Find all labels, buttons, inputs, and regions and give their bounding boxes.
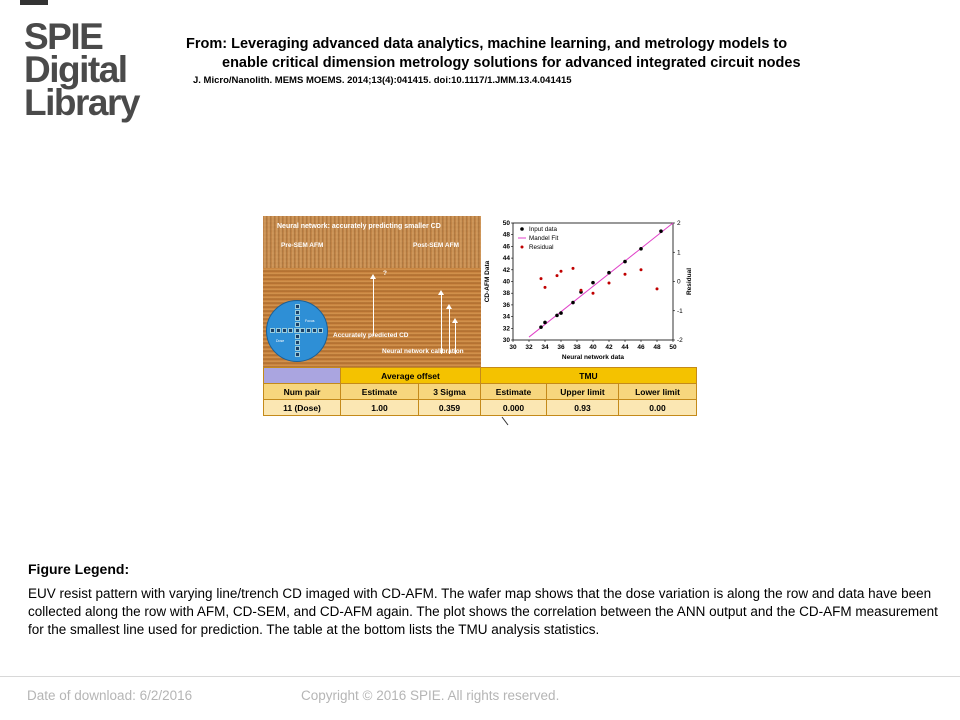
x-tick-label: 32: [525, 344, 533, 351]
correlation-plot: [481, 216, 697, 367]
y2-tick-label: -2: [677, 337, 683, 344]
cell-tmu-estimate: 0.000: [481, 400, 547, 416]
question-mark: ?: [383, 270, 387, 277]
residual-point: [556, 274, 559, 277]
x-tick-label: 40: [589, 344, 597, 351]
legend-input-marker: [520, 227, 524, 231]
input-data-point: [591, 281, 595, 285]
y-tick-label: 40: [502, 278, 510, 286]
article-citation[interactable]: J. Micro/Nanolith. MEMS MOEMS. 2014;13(4):041415. doi:10.1117/1.JMM.13.4.041415: [193, 75, 572, 86]
y-tick-label: 34: [502, 313, 510, 321]
tmu-header-row-1: [264, 368, 697, 384]
tmu-table: [263, 367, 697, 416]
input-data-point: [559, 311, 563, 315]
article-title-line-1: From: Leveraging advanced data analytics, machine learning, and metrology models to: [186, 36, 788, 52]
input-data-point: [659, 229, 663, 233]
col-upper-limit: Upper limit: [547, 384, 619, 400]
average-offset-header: Average offset: [341, 368, 481, 384]
y2-tick-label: -1: [677, 307, 683, 315]
input-data-point: [623, 260, 627, 264]
input-data-point: [555, 314, 559, 318]
wafer-dose-label: Dose: [276, 339, 285, 343]
footer-divider: [0, 676, 960, 677]
logo-line-2: Digital: [24, 49, 127, 90]
y-tick-label: 36: [502, 301, 510, 309]
tmu-header-row-2: [264, 384, 697, 400]
residual-point: [656, 287, 659, 290]
table-row: [264, 400, 697, 416]
tmu-blank-cell: [264, 368, 341, 384]
residual-point: [540, 277, 543, 280]
y-tick-label: 44: [502, 255, 510, 263]
col-lower-limit: Lower limit: [619, 384, 697, 400]
residual-point: [572, 267, 575, 270]
residual-point: [624, 273, 627, 276]
residual-point: [580, 289, 583, 292]
logo-line-3: Library: [24, 82, 139, 123]
afm-image-panel: [263, 216, 481, 367]
cell-lower-limit: 0.00: [619, 400, 697, 416]
cell-num-pair: 11 (Dose): [264, 400, 341, 416]
input-data-point: [639, 247, 643, 251]
legend-residual-label: Residual: [529, 244, 554, 251]
col-num-pair: Num pair: [264, 384, 341, 400]
x-tick-label: 36: [557, 344, 565, 351]
tmu-header: TMU: [481, 368, 697, 384]
residual-point: [560, 270, 563, 273]
residual-point: [592, 292, 595, 295]
y-tick-label: 50: [502, 220, 510, 227]
x-tick-label: 46: [637, 344, 645, 351]
y-tick-label: 32: [502, 325, 510, 333]
post-sem-label: Post-SEM AFM: [413, 242, 459, 249]
x-tick-label: 30: [509, 344, 517, 351]
x-tick-label: 48: [653, 344, 661, 351]
pre-sem-label: Pre-SEM AFM: [281, 242, 324, 249]
input-data-point: [539, 325, 543, 329]
wafer-focus-column: [295, 304, 300, 357]
y-axis-label: CD-AFM Data: [484, 260, 491, 303]
article-title-line-2: enable critical dimension metrology solutions for advanced integrated circuit nodes: [222, 55, 801, 71]
predicted-cd-label: Accurately predicted CD: [333, 332, 409, 339]
x-tick-label: 44: [621, 344, 629, 351]
y-tick-label: 30: [502, 337, 510, 344]
spie-logo[interactable]: [24, 16, 150, 123]
download-date: Date of download: 6/2/2016: [27, 688, 193, 703]
residual-point: [608, 281, 611, 284]
figure-legend-body: EUV resist pattern with varying line/trench CD imaged with CD-AFM. The wafer map shows that the dose variation is along the row and data have been collected along the row with AFM, CD-SEM, and CD-AFM again. The plot shows the correlation between the ANN output and the CD-AFM measurement for the smallest line used for prediction. The table at the bottom lists the TMU analysis statistics.: [28, 586, 938, 637]
col-tmu-estimate: Estimate: [481, 384, 547, 400]
legend-fit-label: Mandel Fit: [529, 235, 559, 242]
wafer-map: [266, 300, 328, 362]
x-axis-label: Neural network data: [561, 354, 625, 361]
y-tick-label: 42: [502, 266, 510, 274]
calibration-label: Neural network calibration: [382, 348, 464, 355]
col-3-sigma: 3 Sigma: [419, 384, 481, 400]
wafer-focus-label: Focus: [305, 319, 315, 323]
logo-line-1: SPIE: [24, 16, 103, 57]
x-tick-label: 34: [541, 344, 549, 351]
input-data-point: [571, 301, 575, 305]
input-data-point: [543, 321, 547, 325]
legend-residual-marker: [521, 246, 524, 249]
figure: [263, 216, 697, 431]
figure-legend-title: Figure Legend:: [28, 561, 130, 577]
up-arrow-1: [373, 278, 374, 336]
y-tick-label: 46: [502, 243, 510, 251]
input-data-point: [607, 271, 611, 275]
residual-point: [640, 268, 643, 271]
y-tick-label: 48: [502, 231, 510, 239]
col-offset-estimate: Estimate: [341, 384, 419, 400]
pointer-arrow-icon: [501, 416, 509, 426]
residual-point: [544, 286, 547, 289]
up-arrow-2: [441, 294, 442, 354]
y2-tick-label: 0: [677, 278, 681, 286]
cell-offset-estimate: 1.00: [341, 400, 419, 416]
y2-tick-label: 1: [677, 249, 681, 257]
x-tick-label: 50: [669, 344, 677, 351]
afm-title: Neural network: accurately predicting smaller CD: [277, 223, 441, 230]
y2-axis-label: Residual: [686, 267, 693, 296]
x-tick-label: 42: [605, 344, 613, 351]
cell-upper-limit: 0.93: [547, 400, 619, 416]
y2-tick-label: 2: [677, 220, 681, 227]
x-tick-label: 38: [573, 344, 581, 351]
plot-svg: [481, 216, 697, 367]
legend-input-label: Input data: [529, 226, 558, 233]
cell-3-sigma: 0.359: [419, 400, 481, 416]
y-tick-label: 38: [502, 290, 510, 298]
corner-mark: [20, 0, 48, 5]
copyright-notice: Copyright © 2016 SPIE. All rights reserved.: [301, 688, 560, 703]
